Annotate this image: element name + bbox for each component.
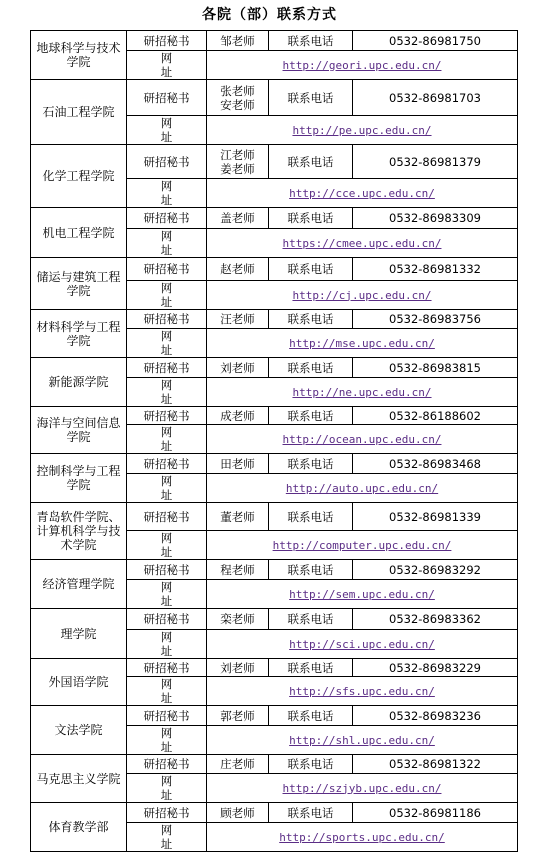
website-link[interactable]: http://auto.upc.edu.cn/	[285, 481, 439, 495]
teacher-name: 江老师 姜老师	[207, 145, 269, 179]
table-row	[31, 755, 518, 774]
secretary-label: 研招秘书	[127, 258, 207, 281]
phone-label: 联系电话	[269, 755, 353, 774]
college-name: 机电工程学院	[31, 208, 127, 258]
college-name: 石油工程学院	[31, 80, 127, 145]
phone-label: 联系电话	[269, 31, 353, 51]
table-row	[31, 659, 518, 677]
phone-number: 0532-86981703	[353, 80, 518, 116]
college-name: 文法学院	[31, 706, 127, 755]
phone-label: 联系电话	[269, 503, 353, 531]
website-cell	[207, 474, 518, 503]
address-label: 网 址	[127, 425, 207, 454]
secretary-label: 研招秘书	[127, 80, 207, 116]
teacher-name: 成老师	[207, 407, 269, 425]
phone-label: 联系电话	[269, 208, 353, 229]
website-cell	[207, 531, 518, 560]
teacher-name: 栾老师	[207, 609, 269, 630]
table-row	[31, 609, 518, 630]
college-name: 体育教学部	[31, 803, 127, 852]
secretary-label: 研招秘书	[127, 407, 207, 425]
website-link[interactable]: http://sports.upc.edu.cn/	[279, 830, 445, 844]
college-name: 青岛软件学院、计算机科学与技术学院	[31, 503, 127, 560]
college-name: 海洋与空间信息学院	[31, 407, 127, 454]
secretary-label: 研招秘书	[127, 454, 207, 474]
secretary-label: 研招秘书	[127, 803, 207, 823]
address-label: 网 址	[127, 774, 207, 803]
address-label: 网 址	[127, 51, 207, 80]
website-cell	[207, 378, 518, 407]
secretary-label: 研招秘书	[127, 208, 207, 229]
college-name: 地球科学与技术学院	[31, 31, 127, 80]
teacher-name: 赵老师	[207, 258, 269, 281]
phone-number: 0532-86981379	[353, 145, 518, 179]
phone-label: 联系电话	[269, 80, 353, 116]
address-label: 网 址	[127, 378, 207, 407]
table-row	[31, 145, 518, 179]
phone-label: 联系电话	[269, 454, 353, 474]
phone-label: 联系电话	[269, 258, 353, 281]
teacher-name: 庄老师	[207, 755, 269, 774]
college-name: 储运与建筑工程学院	[31, 258, 127, 310]
contact-table	[30, 30, 518, 852]
address-label: 网 址	[127, 677, 207, 706]
college-name: 新能源学院	[31, 358, 127, 407]
website-cell	[207, 425, 518, 454]
address-label: 网 址	[127, 116, 207, 145]
website-link[interactable]: http://sfs.upc.edu.cn/	[289, 684, 435, 698]
website-cell	[207, 580, 518, 609]
address-label: 网 址	[127, 329, 207, 358]
website-link[interactable]: http://computer.upc.edu.cn/	[272, 538, 452, 552]
teacher-name: 郭老师	[207, 706, 269, 726]
address-label: 网 址	[127, 823, 207, 852]
table-row	[31, 208, 518, 229]
teacher-name: 邹老师	[207, 31, 269, 51]
phone-number: 0532-86983229	[353, 659, 518, 677]
address-label: 网 址	[127, 726, 207, 755]
address-label: 网 址	[127, 229, 207, 258]
phone-number: 0532-86983362	[353, 609, 518, 630]
phone-number: 0532-86188602	[353, 407, 518, 425]
page-title: 各院（部）联系方式	[202, 7, 337, 23]
website-cell	[207, 726, 518, 755]
college-name: 理学院	[31, 609, 127, 659]
website-cell	[207, 51, 518, 80]
secretary-label: 研招秘书	[127, 560, 207, 580]
website-cell	[207, 774, 518, 803]
teacher-name: 张老师 安老师	[207, 80, 269, 116]
table-row	[31, 80, 518, 116]
address-label: 网 址	[127, 281, 207, 310]
website-link[interactable]: http://cce.upc.edu.cn/	[289, 186, 435, 200]
teacher-name: 汪老师	[207, 310, 269, 329]
phone-number: 0532-86981332	[353, 258, 518, 281]
address-label: 网 址	[127, 531, 207, 560]
secretary-label: 研招秘书	[127, 609, 207, 630]
website-link[interactable]: http://geori.upc.edu.cn/	[282, 58, 442, 72]
website-cell	[207, 329, 518, 358]
phone-label: 联系电话	[269, 706, 353, 726]
college-name: 经济管理学院	[31, 560, 127, 609]
website-cell	[207, 823, 518, 852]
website-cell	[207, 630, 518, 659]
teacher-name: 田老师	[207, 454, 269, 474]
phone-label: 联系电话	[269, 609, 353, 630]
phone-number: 0532-86983815	[353, 358, 518, 378]
website-cell	[207, 229, 518, 258]
website-link[interactable]: http://pe.upc.edu.cn/	[292, 123, 432, 137]
secretary-label: 研招秘书	[127, 503, 207, 531]
secretary-label: 研招秘书	[127, 659, 207, 677]
teacher-name: 刘老师	[207, 659, 269, 677]
phone-number: 0532-86981186	[353, 803, 518, 823]
teacher-name: 刘老师	[207, 358, 269, 378]
teacher-name: 董老师	[207, 503, 269, 531]
address-label: 网 址	[127, 474, 207, 503]
phone-label: 联系电话	[269, 145, 353, 179]
phone-number: 0532-86983236	[353, 706, 518, 726]
phone-label: 联系电话	[269, 407, 353, 425]
table-row	[31, 358, 518, 378]
website-link[interactable]: http://cj.upc.edu.cn/	[292, 288, 432, 302]
table-row	[31, 503, 518, 531]
website-cell	[207, 677, 518, 706]
phone-label: 联系电话	[269, 310, 353, 329]
teacher-name: 程老师	[207, 560, 269, 580]
website-link[interactable]: http://szjyb.upc.edu.cn/	[282, 781, 442, 795]
website-link[interactable]: http://shl.upc.edu.cn/	[289, 733, 435, 747]
secretary-label: 研招秘书	[127, 755, 207, 774]
table-row	[31, 258, 518, 281]
table-row	[31, 706, 518, 726]
secretary-label: 研招秘书	[127, 31, 207, 51]
phone-number: 0532-86981750	[353, 31, 518, 51]
college-name: 控制科学与工程学院	[31, 454, 127, 503]
phone-label: 联系电话	[269, 803, 353, 823]
phone-number: 0532-86983309	[353, 208, 518, 229]
secretary-label: 研招秘书	[127, 145, 207, 179]
teacher-name: 顾老师	[207, 803, 269, 823]
secretary-label: 研招秘书	[127, 358, 207, 378]
table-row	[31, 560, 518, 580]
college-name: 外国语学院	[31, 659, 127, 706]
address-label: 网 址	[127, 580, 207, 609]
website-cell	[207, 179, 518, 208]
college-name: 马克思主义学院	[31, 755, 127, 803]
phone-number: 0532-86983468	[353, 454, 518, 474]
website-link[interactable]: http://sci.upc.edu.cn/	[289, 637, 435, 651]
college-name: 材料科学与工程学院	[31, 310, 127, 358]
website-cell	[207, 281, 518, 310]
table-row	[31, 310, 518, 329]
website-cell	[207, 116, 518, 145]
website-link[interactable]: http://mse.upc.edu.cn/	[289, 336, 435, 350]
phone-number: 0532-86983756	[353, 310, 518, 329]
address-label: 网 址	[127, 179, 207, 208]
table-row	[31, 454, 518, 474]
table-row	[31, 803, 518, 823]
website-link[interactable]: https://cmee.upc.edu.cn/	[282, 236, 442, 250]
secretary-label: 研招秘书	[127, 706, 207, 726]
phone-number: 0532-86981322	[353, 755, 518, 774]
table-row	[31, 407, 518, 425]
website-link[interactable]: http://ne.upc.edu.cn/	[292, 385, 432, 399]
address-label: 网 址	[127, 630, 207, 659]
website-link[interactable]: http://ocean.upc.edu.cn/	[282, 432, 442, 446]
table-row	[31, 31, 518, 51]
teacher-name: 盖老师	[207, 208, 269, 229]
phone-label: 联系电话	[269, 560, 353, 580]
website-link[interactable]: http://sem.upc.edu.cn/	[289, 587, 435, 601]
secretary-label: 研招秘书	[127, 310, 207, 329]
phone-label: 联系电话	[269, 358, 353, 378]
phone-number: 0532-86983292	[353, 560, 518, 580]
college-name: 化学工程学院	[31, 145, 127, 208]
phone-label: 联系电话	[269, 659, 353, 677]
phone-number: 0532-86981339	[353, 503, 518, 531]
